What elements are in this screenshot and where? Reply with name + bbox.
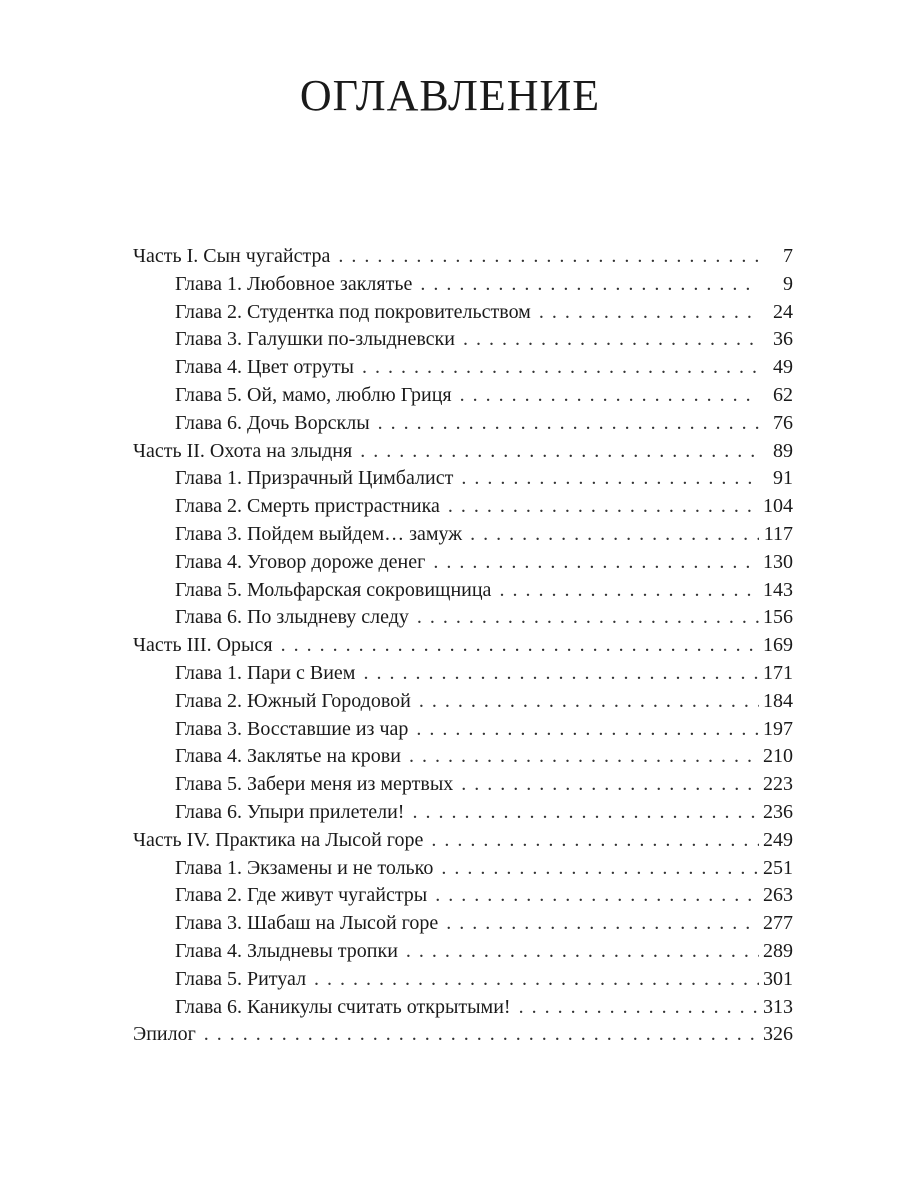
toc-chapter-entry [133, 549, 793, 577]
toc-entry-title: Глава 1. Пари с Вием [175, 661, 356, 684]
toc-entry-title: Глава 4. Заклятье на крови [175, 745, 401, 768]
toc-entry-title: Глава 1. Призрачный Цимбалист [175, 467, 454, 490]
toc-page-number: 263 [763, 884, 793, 907]
toc-page-number: 313 [763, 995, 793, 1018]
dot-leader [519, 994, 759, 1022]
dot-leader [470, 521, 759, 549]
dot-leader [281, 632, 759, 660]
toc-entry-title: Часть IV. Практика на Лысой горе [133, 828, 424, 851]
dot-leader [417, 604, 759, 632]
toc-chapter-entry [133, 688, 793, 716]
toc-page-number: 24 [773, 300, 793, 323]
toc-entry-title: Глава 4. Уговор дороже денег [175, 550, 426, 573]
toc-chapter-entry [133, 382, 793, 410]
dot-leader [362, 354, 759, 382]
toc-chapter-entry [133, 966, 793, 994]
toc-entry-title: Глава 2. Южный Городовой [175, 689, 411, 712]
toc-chapter-entry [133, 938, 793, 966]
dot-leader [360, 438, 759, 466]
dot-leader [406, 938, 759, 966]
dot-leader [435, 882, 759, 910]
toc-chapter-entry [133, 521, 793, 549]
toc-page-number: 36 [773, 328, 793, 351]
toc-page-number: 197 [763, 717, 793, 740]
toc-chapter-entry [133, 354, 793, 382]
toc-chapter-entry [133, 465, 793, 493]
toc-page-number: 169 [763, 634, 793, 657]
toc-page-number: 104 [763, 495, 793, 518]
toc-page-number: 236 [763, 800, 793, 823]
toc-entry-title: Глава 6. Упыри прилетели! [175, 800, 405, 823]
toc-page-number: 289 [763, 939, 793, 962]
page-title: ОГЛАВЛЕНИЕ [299, 71, 601, 120]
toc-chapter-entry [133, 910, 793, 938]
toc-page-number: 62 [773, 383, 793, 406]
toc-chapter-entry [133, 326, 793, 354]
toc-entry-title: Глава 2. Смерть пристрастника [175, 495, 440, 518]
dot-leader [409, 743, 759, 771]
toc-page-number: 143 [763, 578, 793, 601]
toc-page-number: 156 [763, 606, 793, 629]
dot-leader [446, 910, 759, 938]
toc-chapter-entry [133, 299, 793, 327]
dot-leader [460, 382, 759, 410]
dot-leader [363, 660, 759, 688]
toc-page-number: 7 [783, 245, 793, 267]
toc-entry-title: Глава 3. Галушки по-злыдневски [175, 328, 455, 351]
toc-page-number: 9 [783, 272, 793, 295]
toc-entry-title: Глава 3. Пойдем выйдем… замуж [175, 522, 463, 545]
dot-leader [420, 271, 759, 299]
toc-chapter-entry [133, 771, 793, 799]
toc-chapter-entry [133, 577, 793, 605]
toc-page-number: 223 [763, 773, 793, 796]
toc-page-number: 91 [773, 467, 793, 490]
toc-entry-title: Глава 5. Ой, мамо, люблю Гриця [175, 383, 452, 406]
table-of-contents [133, 243, 793, 1049]
toc-chapter-entry [133, 271, 793, 299]
toc-entry-title: Часть I. Сын чугайстра [133, 245, 331, 267]
dot-leader [461, 465, 759, 493]
dot-leader [431, 827, 759, 855]
toc-page-number: 171 [763, 661, 793, 684]
dot-leader [378, 410, 759, 438]
dot-leader [499, 577, 759, 605]
dot-leader [412, 799, 759, 827]
toc-part-entry [133, 438, 793, 466]
dot-leader [314, 966, 759, 994]
toc-page-number: 249 [763, 828, 793, 851]
toc-entry-title: Глава 2. Студентка под покровительством [175, 300, 531, 323]
toc-entry-title: Глава 5. Ритуал [175, 967, 307, 990]
dot-leader [441, 855, 759, 883]
toc-entry-title: Часть II. Охота на злыдня [133, 439, 353, 462]
toc-entry-title: Эпилог [133, 1023, 196, 1046]
toc-entry-title: Глава 5. Мольфарская сокровищница [175, 578, 492, 601]
dot-leader [338, 243, 759, 271]
toc-page-number: 76 [773, 411, 793, 434]
toc-chapter-entry [133, 994, 793, 1022]
toc-page-number: 49 [773, 356, 793, 379]
toc-chapter-entry [133, 882, 793, 910]
toc-page-number: 251 [763, 856, 793, 879]
toc-chapter-entry [133, 493, 793, 521]
toc-entry-title: Глава 4. Злыдневы тропки [175, 939, 398, 962]
dot-leader [461, 771, 759, 799]
toc-chapter-entry [133, 799, 793, 827]
toc-page-number: 117 [763, 522, 793, 545]
toc-entry-title: Часть III. Орыся [133, 634, 273, 657]
toc-chapter-entry [133, 855, 793, 883]
toc-part-entry [133, 827, 793, 855]
toc-entry-title: Глава 1. Любовное заклятье [175, 272, 413, 295]
toc-entry-title: Глава 1. Экзамены и не только [175, 856, 434, 879]
toc-page-number: 184 [763, 689, 793, 712]
toc-chapter-entry [133, 410, 793, 438]
dot-leader [204, 1021, 759, 1049]
dot-leader [539, 299, 759, 327]
dot-leader [433, 549, 759, 577]
dot-leader [416, 716, 759, 744]
toc-entry-title: Глава 3. Восставшие из чар [175, 717, 409, 740]
toc-entry-title: Глава 6. По злыдневу следу [175, 606, 409, 629]
toc-chapter-entry [133, 716, 793, 744]
toc-entry-title: Глава 6. Дочь Ворсклы [175, 411, 370, 434]
toc-entry-title: Глава 4. Цвет отруты [175, 356, 354, 379]
toc-chapter-entry [133, 660, 793, 688]
toc-page-number: 89 [773, 439, 793, 462]
toc-page-number: 326 [763, 1023, 793, 1046]
dot-leader [463, 326, 759, 354]
toc-entry-title: Глава 6. Каникулы считать открытыми! [175, 995, 511, 1018]
dot-leader [448, 493, 759, 521]
toc-page-number: 277 [763, 912, 793, 935]
toc-page-number: 210 [763, 745, 793, 768]
toc-page-number: 301 [763, 967, 793, 990]
toc-part-entry [133, 1021, 793, 1049]
dot-leader [419, 688, 759, 716]
toc-part-entry [133, 632, 793, 660]
toc-chapter-entry [133, 604, 793, 632]
toc-entry-title: Глава 3. Шабаш на Лысой горе [175, 912, 439, 935]
toc-chapter-entry [133, 743, 793, 771]
toc-entry-title: Глава 2. Где живут чугайстры [175, 884, 428, 907]
toc-entry-title: Глава 5. Забери меня из мертвых [175, 773, 454, 796]
toc-part-entry [133, 243, 793, 271]
toc-page-number: 130 [763, 550, 793, 573]
